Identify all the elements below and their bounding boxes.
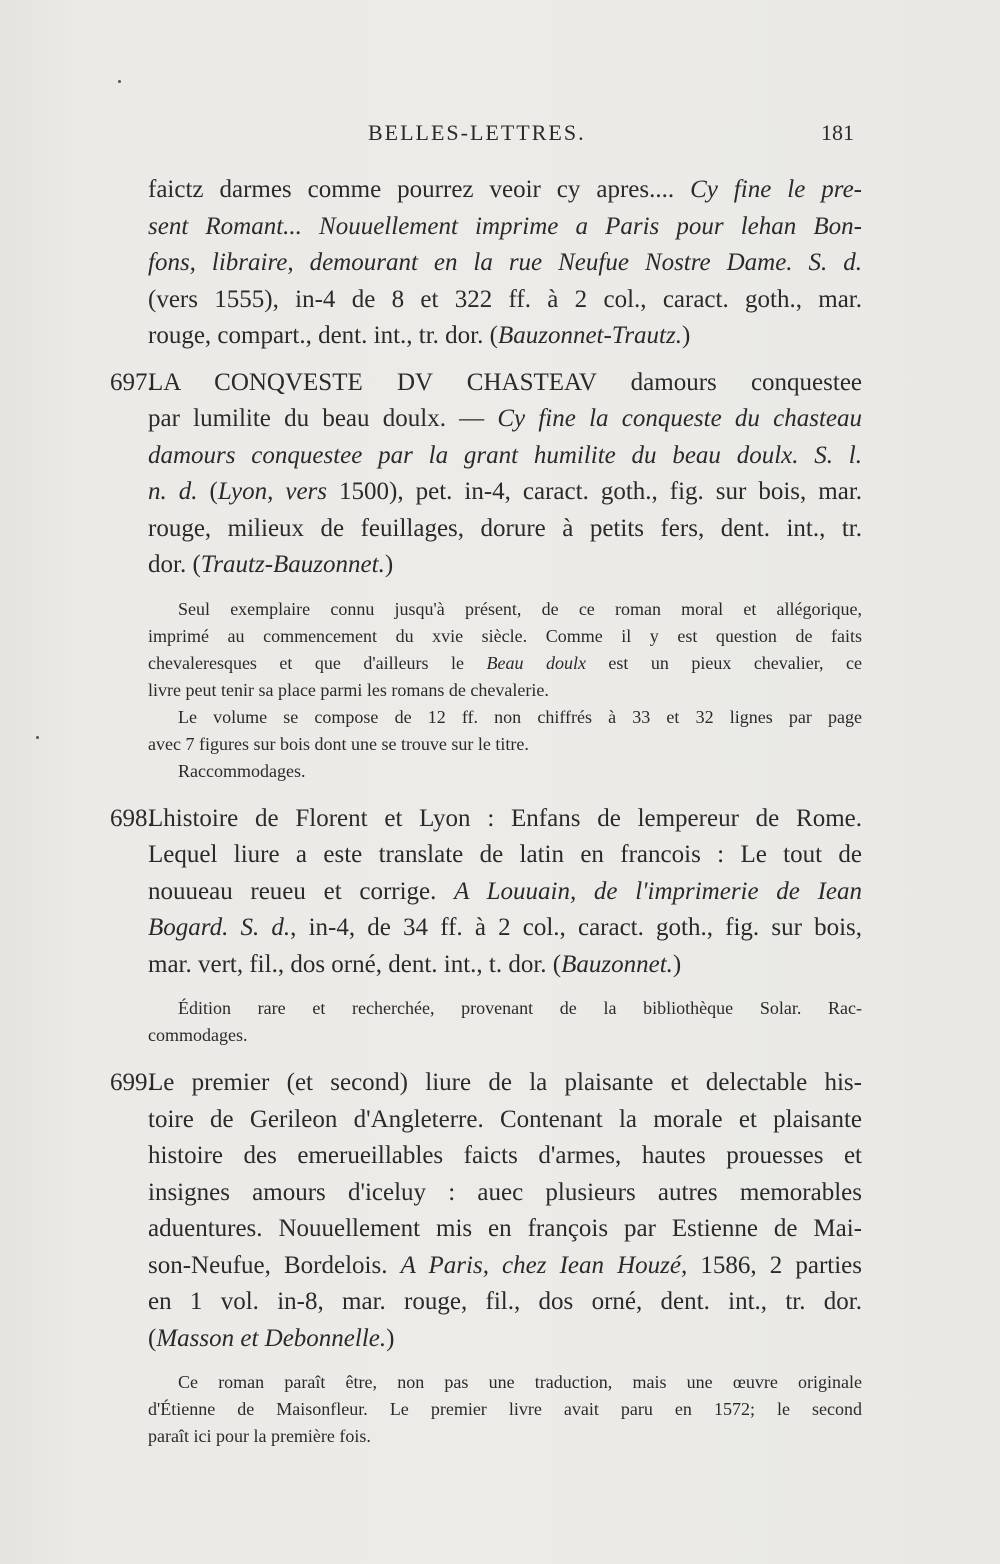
- text-line: Lequel liure a este translate de latin en francois : Le tout de: [148, 841, 862, 868]
- text-line: 699.Le premier (et second) liure de la plaisante et delectable his-: [110, 1065, 862, 1102]
- text-line: 697.LA CONQVESTE DV CHASTEAV damours conquestee: [110, 365, 862, 402]
- catalog-entry-699: [110, 1065, 862, 1450]
- running-title: BELLES-LETTRES.: [368, 120, 586, 145]
- text-line: rouge, milieux de feuillages, dorure à petits fers, dent. int., tr.: [148, 514, 862, 542]
- note-line: chevaleresques et que d'ailleurs le Beau doulx est un pieux chevalier, ce: [148, 652, 863, 673]
- note-line: Ce roman paraît être, non pas une traduction, mais une œuvre originale: [178, 1372, 862, 1392]
- note-line: d'Étienne de Maisonfleur. Le premier livre avait paru en 1572; le second: [148, 1399, 862, 1419]
- note-line: imprimé au commencement du xvie siècle. Comme il y est question de faits: [148, 625, 862, 646]
- text-line: n. d. (Lyon, vers 1500), pet. in-4, caract. goth., fig. sur bois, mar.: [148, 478, 863, 505]
- print-speck: [118, 80, 121, 83]
- note-line: avec 7 figures sur bois dont une se trouve sur le titre.: [148, 733, 529, 754]
- text-line: (vers 1555), in-4 de 8 et 322 ff. à 2 col., caract. goth., mar.: [148, 285, 862, 313]
- text-line: insignes amours d'iceluy : auec plusieurs autres memorables: [148, 1178, 862, 1206]
- page-number: 181: [821, 120, 854, 145]
- text-line: en 1 vol. in-8, mar. rouge, fil., dos orné, dent. int., tr. dor.: [148, 1288, 862, 1315]
- text-line: faictz darmes comme pourrez veoir cy apres.... Cy fine le pre-: [148, 176, 862, 203]
- note-line: commodages.: [148, 1025, 248, 1045]
- entry-note: [110, 995, 862, 1049]
- text-line: 698.Lhistoire de Florent et Lyon : Enfans de lempereur de Rome.: [110, 801, 862, 838]
- note-line: paraît ici pour la première fois.: [148, 1426, 371, 1446]
- note-line: Seul exemplaire connu jusqu'à présent, de ce roman moral et allégorique,: [178, 598, 862, 619]
- entry-number: 697.: [110, 368, 154, 396]
- catalog-entry-697: [110, 365, 862, 785]
- text-line: histoire des emerueillables faicts d'armes, hautes prouesses et: [148, 1142, 862, 1169]
- print-speck: [36, 736, 39, 739]
- text-line: toire de Gerileon d'Angleterre. Contenant la morale et plaisante: [148, 1105, 862, 1133]
- text-line: (Masson et Debonnelle.): [148, 1324, 395, 1352]
- catalog-entry-698: [110, 801, 862, 1050]
- note-line: livre peut tenir sa place parmi les romans de chevalerie.: [148, 679, 549, 700]
- entry-note: [110, 596, 862, 785]
- page-header: [148, 120, 854, 160]
- entry-number: 699.: [110, 1069, 154, 1096]
- text-line: par lumilite du beau doulx. — Cy fine la conqueste du chasteau: [148, 405, 862, 432]
- text-line: son-Neufue, Bordelois. A Paris, chez Iean Houzé, 1586, 2 parties: [148, 1251, 863, 1279]
- text-line: nouueau reueu et corrige. A Louuain, de l'imprimerie de Iean: [148, 877, 863, 905]
- entry-note: [110, 1369, 862, 1450]
- note-line: Raccommodages.: [178, 760, 306, 781]
- text-line: rouge, compart., dent. int., tr. dor. (Bauzonnet-Trautz.): [148, 322, 691, 349]
- note-line: Édition rare et recherchée, provenant de la bibliothèque Solar. Rac-: [178, 998, 862, 1018]
- entry-continuation: [110, 172, 862, 355]
- entry-number: 698.: [110, 804, 154, 832]
- text-line: fons, libraire, demourant en la rue Neufue Nostre Dame. S. d.: [148, 249, 862, 276]
- page-content: [110, 172, 862, 1466]
- text-line: sent Romant... Nouuellement imprime a Paris pour lehan Bon-: [148, 212, 862, 240]
- text-line: Bogard. S. d., in-4, de 34 ff. à 2 col., caract. goth., fig. sur bois,: [148, 914, 862, 941]
- text-line: damours conquestee par la grant humilite du beau doulx. S. l.: [148, 441, 862, 469]
- text-line: aduentures. Nouuellement mis en françois par Estienne de Mai-: [148, 1215, 862, 1242]
- text-line: dor. (Trautz-Bauzonnet.): [148, 551, 394, 578]
- note-line: Le volume se compose de 12 ff. non chiffrés à 33 et 32 lignes par page: [178, 706, 862, 727]
- text-line: mar. vert, fil., dos orné, dent. int., t. dor. (Bauzonnet.): [148, 950, 682, 978]
